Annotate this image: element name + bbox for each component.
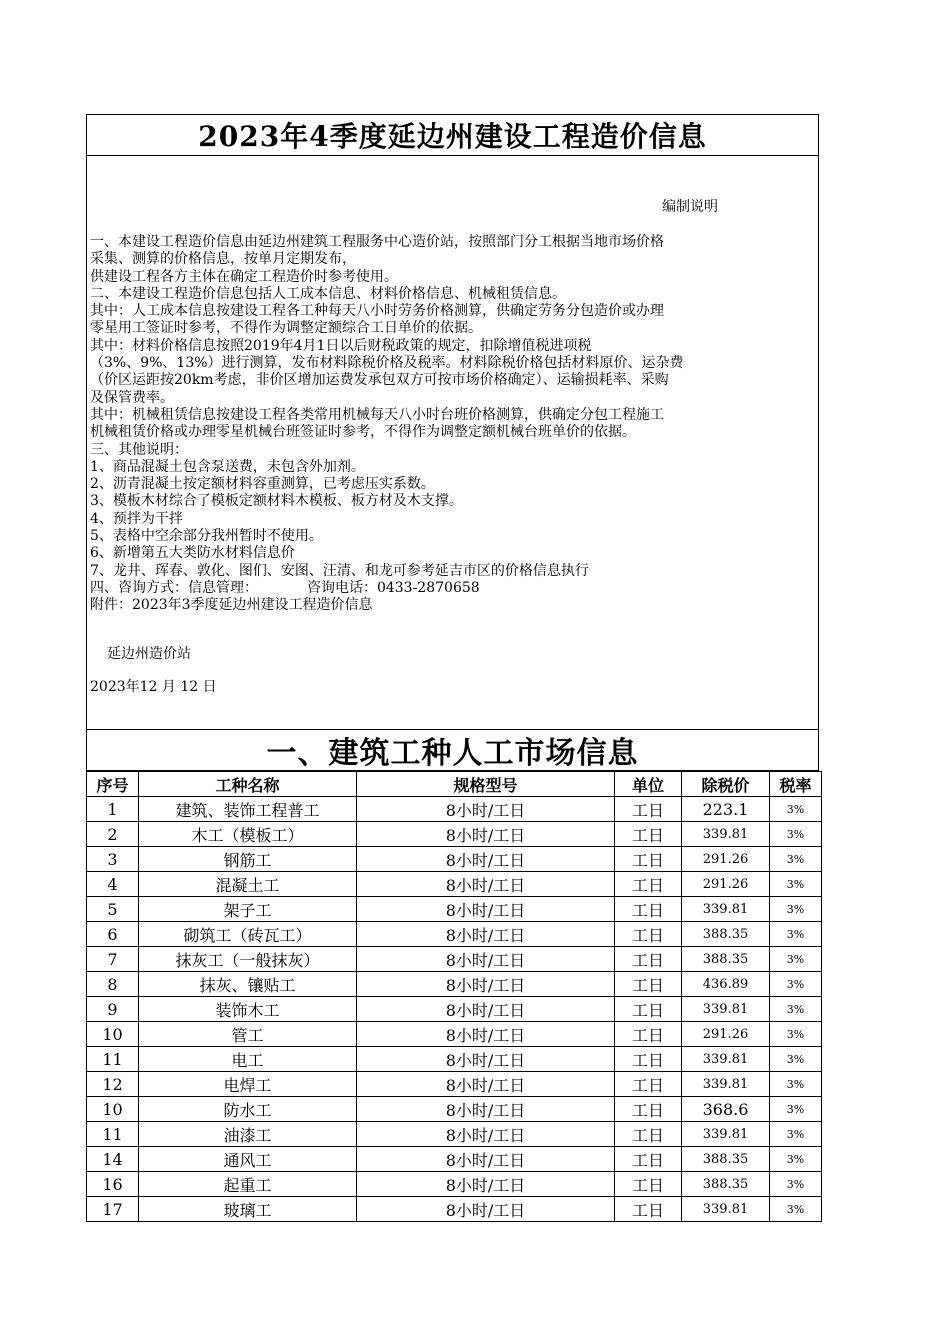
document-title: 2023年4季度延边州建设工程造价信息 xyxy=(198,120,707,153)
cell-name: 起重工 xyxy=(139,1172,357,1197)
cell-price: 339.81 xyxy=(682,1072,770,1097)
table-row xyxy=(87,822,822,847)
notes-line: 其中：材料价格信息按照2019年4月1日以后财税政策的规定，扣除增值税进项税 xyxy=(90,337,592,354)
cell-no: 12 xyxy=(87,1072,139,1097)
cell-no: 10 xyxy=(87,1022,139,1047)
cell-rate: 3% xyxy=(770,1022,822,1047)
cell-price: 339.81 xyxy=(682,997,770,1022)
notes-line: 7、龙井、珲春、敦化、图们、安图、汪清、和龙可参考延吉市区的价格信息执行 xyxy=(90,562,589,579)
cell-name: 木工（模板工） xyxy=(139,822,357,847)
cell-no: 3 xyxy=(87,847,139,872)
cell-spec: 8小时/工日 xyxy=(357,847,615,872)
table-row xyxy=(87,897,822,922)
cell-price: 388.35 xyxy=(682,1147,770,1172)
table-body xyxy=(87,797,822,1222)
cell-unit: 工日 xyxy=(615,1172,682,1197)
notes-line: 供建设工程各方主体在确定工程造价时参考使用。 xyxy=(90,268,398,285)
cell-no: 14 xyxy=(87,1147,139,1172)
cell-price: 339.81 xyxy=(682,897,770,922)
cell-price: 291.26 xyxy=(682,847,770,872)
cell-no: 10 xyxy=(87,1097,139,1122)
cell-price: 368.6 xyxy=(682,1097,770,1122)
cell-unit: 工日 xyxy=(615,1197,682,1222)
cell-name: 建筑、装饰工程普工 xyxy=(139,797,357,822)
cell-no: 9 xyxy=(87,997,139,1022)
cell-unit: 工日 xyxy=(615,922,682,947)
notes-line: 机械租赁价格或办理零星机械台班签证时参考，不得作为调整定额机械台班单价的依据。 xyxy=(90,424,636,441)
table-row xyxy=(87,1097,822,1122)
notes-line: 其中：机械租赁信息按建设工程各类常用机械每天八小时台班价格测算，供确定分包工程施工 xyxy=(90,406,664,423)
cell-rate: 3% xyxy=(770,872,822,897)
cell-price: 388.35 xyxy=(682,947,770,972)
cell-rate: 3% xyxy=(770,1147,822,1172)
cell-spec: 8小时/工日 xyxy=(357,922,615,947)
notes-cell xyxy=(86,156,819,730)
table-row xyxy=(87,997,822,1022)
notes-line: 1、商品混凝土包含泵送费，未包含外加剂。 xyxy=(90,458,365,475)
table-row xyxy=(87,947,822,972)
notes-line: （价区运距按20km考虑，非价区增加运费发承包双方可按市场价格确定）、运输损耗率、采购 xyxy=(90,372,669,389)
cell-unit: 工日 xyxy=(615,1122,682,1147)
table-row xyxy=(87,1147,822,1172)
notes-line: 5、表格中空余部分我州暂时不使用。 xyxy=(90,528,323,545)
notes-line: 4、预拌为干拌 xyxy=(90,510,183,527)
notes-line: 附件：2023年3季度延边州建设工程造价信息 xyxy=(90,597,373,614)
cell-unit: 工日 xyxy=(615,822,682,847)
table-row xyxy=(87,1172,822,1197)
cell-rate: 3% xyxy=(770,822,822,847)
cell-no: 7 xyxy=(87,947,139,972)
cell-price: 436.89 xyxy=(682,972,770,997)
title-cell xyxy=(86,114,819,156)
cell-price: 339.81 xyxy=(682,1197,770,1222)
cell-unit: 工日 xyxy=(615,972,682,997)
cell-name: 油漆工 xyxy=(139,1122,357,1147)
cell-rate: 3% xyxy=(770,1197,822,1222)
cell-price: 223.1 xyxy=(682,797,770,822)
cell-spec: 8小时/工日 xyxy=(357,972,615,997)
table-row xyxy=(87,922,822,947)
cell-spec: 8小时/工日 xyxy=(357,947,615,972)
cell-rate: 3% xyxy=(770,922,822,947)
issue-date: 2023年12 月 12 日 xyxy=(90,679,217,695)
notes-line: 及保管费率。 xyxy=(90,389,174,406)
cell-unit: 工日 xyxy=(615,872,682,897)
cell-spec: 8小时/工日 xyxy=(357,1047,615,1072)
notes-line: 四、咨询方式：信息管理： 咨询电话：0433-2870658 xyxy=(90,579,480,596)
notes-line: 二、本建设工程造价信息包括人工成本信息、材料价格信息、机械租赁信息。 xyxy=(90,285,566,302)
cell-rate: 3% xyxy=(770,1122,822,1147)
cell-rate: 3% xyxy=(770,847,822,872)
cell-unit: 工日 xyxy=(615,1047,682,1072)
cell-unit: 工日 xyxy=(615,897,682,922)
notes-line: 一、本建设工程造价信息由延边州建筑工程服务中心造价站，按照部门分工根据当地市场价格 xyxy=(90,234,664,250)
cell-price: 339.81 xyxy=(682,1047,770,1072)
cell-unit: 工日 xyxy=(615,1147,682,1172)
notes-line: 其中：人工成本信息按建设工程各工种每天八小时劳务价格测算，供确定劳务分包造价或办理 xyxy=(90,303,664,320)
cell-rate: 3% xyxy=(770,1072,822,1097)
cell-rate: 3% xyxy=(770,797,822,822)
notes-line: （3%、9%、13%）进行测算，发布材料除税价格及税率。材料除税价格包括材料原价、运杂费 xyxy=(90,355,684,372)
table-row xyxy=(87,1122,822,1147)
cell-price: 291.26 xyxy=(682,872,770,897)
notes-line: 6、新增第五大类防水材料信息价 xyxy=(90,545,295,562)
header-rate: 税率 xyxy=(770,772,822,797)
cell-unit: 工日 xyxy=(615,1097,682,1122)
cell-rate: 3% xyxy=(770,1047,822,1072)
cell-name: 砌筑工（砖瓦工） xyxy=(139,922,357,947)
notes-heading: 编制说明 xyxy=(662,199,718,215)
cell-no: 4 xyxy=(87,872,139,897)
header-name: 工种名称 xyxy=(139,772,357,797)
cell-name: 钢筋工 xyxy=(139,847,357,872)
cell-spec: 8小时/工日 xyxy=(357,1022,615,1047)
cell-spec: 8小时/工日 xyxy=(357,797,615,822)
cell-rate: 3% xyxy=(770,997,822,1022)
section-title: 一、建筑工种人工市场信息 xyxy=(266,736,639,771)
cell-unit: 工日 xyxy=(615,797,682,822)
cell-name: 装饰木工 xyxy=(139,997,357,1022)
header-unit: 单位 xyxy=(615,772,682,797)
cell-no: 2 xyxy=(87,822,139,847)
cell-rate: 3% xyxy=(770,947,822,972)
notes-body xyxy=(90,234,816,615)
cell-no: 17 xyxy=(87,1197,139,1222)
cell-name: 混凝土工 xyxy=(139,872,357,897)
cell-rate: 3% xyxy=(770,1172,822,1197)
price-info-sheet xyxy=(86,114,819,1222)
cell-spec: 8小时/工日 xyxy=(357,1122,615,1147)
table-row xyxy=(87,797,822,822)
cell-unit: 工日 xyxy=(615,947,682,972)
header-no: 序号 xyxy=(87,772,139,797)
header-spec: 规格型号 xyxy=(357,772,615,797)
cell-no: 16 xyxy=(87,1172,139,1197)
cell-name: 抹灰、镶贴工 xyxy=(139,972,357,997)
cell-spec: 8小时/工日 xyxy=(357,822,615,847)
cell-spec: 8小时/工日 xyxy=(357,1097,615,1122)
cell-spec: 8小时/工日 xyxy=(357,1072,615,1097)
cell-spec: 8小时/工日 xyxy=(357,897,615,922)
cell-no: 11 xyxy=(87,1122,139,1147)
cell-rate: 3% xyxy=(770,897,822,922)
table-row xyxy=(87,1072,822,1097)
cell-no: 5 xyxy=(87,897,139,922)
table-row xyxy=(87,972,822,997)
cell-name: 电工 xyxy=(139,1047,357,1072)
cell-name: 架子工 xyxy=(139,897,357,922)
table-header-row xyxy=(87,772,822,797)
table-row xyxy=(87,1022,822,1047)
cell-unit: 工日 xyxy=(615,847,682,872)
cell-spec: 8小时/工日 xyxy=(357,872,615,897)
notes-line: 采集、测算的价格信息，按单月定期发布， xyxy=(90,251,356,268)
cell-name: 抹灰工（一般抹灰） xyxy=(139,947,357,972)
cell-price: 291.26 xyxy=(682,1022,770,1047)
cell-name: 防水工 xyxy=(139,1097,357,1122)
notes-line: 零星用工签证时参考，不得作为调整定额综合工日单价的依据。 xyxy=(90,320,482,337)
table-row xyxy=(87,847,822,872)
table-row xyxy=(87,1047,822,1072)
notes-line: 2、沥青混凝土按定额材料容重测算，已考虑压实系数。 xyxy=(90,476,435,493)
table-row xyxy=(87,1197,822,1222)
cell-price: 388.35 xyxy=(682,922,770,947)
cell-no: 11 xyxy=(87,1047,139,1072)
cell-spec: 8小时/工日 xyxy=(357,1147,615,1172)
notes-line: 三、其他说明： xyxy=(90,441,188,458)
cell-unit: 工日 xyxy=(615,1072,682,1097)
cell-no: 1 xyxy=(87,797,139,822)
cell-price: 339.81 xyxy=(682,1122,770,1147)
cell-no: 6 xyxy=(87,922,139,947)
cell-rate: 3% xyxy=(770,972,822,997)
section-title-cell xyxy=(86,730,819,771)
cell-no: 8 xyxy=(87,972,139,997)
cell-name: 管工 xyxy=(139,1022,357,1047)
cell-price: 388.35 xyxy=(682,1172,770,1197)
cell-price: 339.81 xyxy=(682,822,770,847)
cell-name: 电焊工 xyxy=(139,1072,357,1097)
cell-spec: 8小时/工日 xyxy=(357,997,615,1022)
signature: 延边州造价站 xyxy=(107,646,191,662)
cell-unit: 工日 xyxy=(615,1022,682,1047)
header-price: 除税价 xyxy=(682,772,770,797)
table-row xyxy=(87,872,822,897)
cell-spec: 8小时/工日 xyxy=(357,1197,615,1222)
labor-price-table xyxy=(86,771,822,1222)
cell-name: 通风工 xyxy=(139,1147,357,1172)
cell-unit: 工日 xyxy=(615,997,682,1022)
cell-spec: 8小时/工日 xyxy=(357,1172,615,1197)
cell-name: 玻璃工 xyxy=(139,1197,357,1222)
cell-rate: 3% xyxy=(770,1097,822,1122)
notes-line: 3、模板木材综合了模板定额材料木模板、板方材及木支撑。 xyxy=(90,493,463,510)
